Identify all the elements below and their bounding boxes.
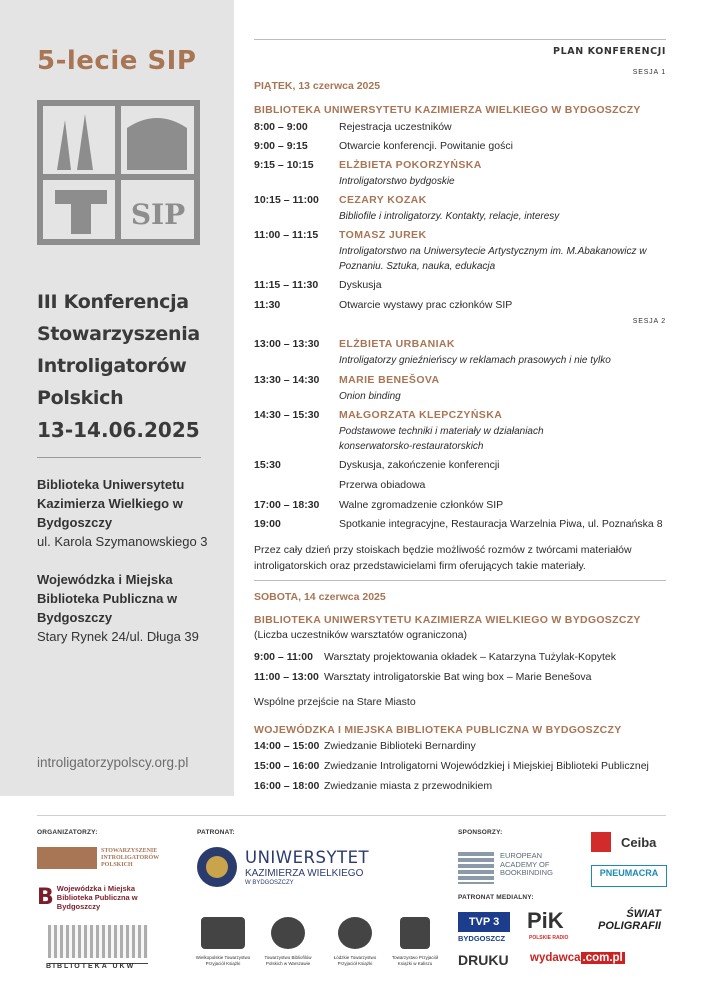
time: 11:00 – 11:15: [254, 229, 319, 241]
speaker-name: CEZARY KOZAK: [339, 194, 427, 206]
session-label: SESJA 2: [632, 318, 666, 325]
desc: Walne zgromadzenie członków SIP: [339, 499, 504, 511]
time: 9:00 – 9:15: [254, 140, 308, 152]
library-building-icon: [48, 925, 148, 958]
speaker-name: MAŁGORZATA KLEPCZYŃSKA: [339, 409, 503, 421]
time: 17:00 – 18:30: [254, 499, 320, 511]
time: 11:15 – 11:30: [254, 279, 319, 291]
desc: Otwarcie wystawy prac członków SIP: [339, 299, 513, 311]
patron-caption: Towarzystwo Przyjaciół Książki w Kaliszu: [391, 955, 439, 966]
patron-caption: Towarzystwo Bibliofilów Polskich w Warszawie: [264, 955, 312, 966]
swiat-poligrafii-logo: ŚWIAT POLIGRAFII: [598, 908, 661, 932]
desc: Otwarcie konferencji. Powitanie gości: [339, 140, 513, 152]
tpk-kalisz-logo-icon: [400, 917, 430, 949]
sip-mark-icon: [37, 847, 97, 869]
conference-dates: 13-14.06.2025: [37, 418, 200, 442]
eab-sponsor-logo: [458, 852, 588, 884]
day-heading: SOBOTA, 14 czerwca 2025: [254, 591, 386, 603]
desc: Rejestracja uczestników: [339, 121, 452, 133]
ceiba-square-icon: [591, 832, 611, 852]
time: 10:15 – 11:00: [254, 194, 319, 206]
desc: Zwiedzanie Introligatorni Wojewódzkiej i Miejskiej Biblioteki Publicznej: [324, 760, 649, 772]
anniversary-title: 5-lecie SIP: [37, 46, 197, 76]
sponsors-label: SPONSORZY:: [458, 829, 503, 836]
talk-title: Podstawowe techniki i materiały w działaniach konserwatorsko-restauratorskich: [339, 425, 544, 452]
talk-block: [339, 193, 669, 224]
druku-logo: DRUKU: [458, 952, 509, 968]
time: 13:00 – 13:30: [254, 338, 320, 350]
ukw-line3: W BYDGOSZCZY: [245, 880, 294, 886]
time: 13:30 – 14:30: [254, 374, 320, 386]
wimbp-name: Wojewódzka i Miejska Biblioteka Publiczna w Bydgoszczy: [56, 884, 138, 911]
desc: Warsztaty projektowania okładek – Katarzyna Tużylak-Kopytek: [324, 651, 616, 663]
eab-mark-icon: [458, 852, 494, 884]
speaker-name: ELŻBIETA URBANIAK: [339, 338, 455, 350]
desc: Przerwa obiadowa: [339, 479, 426, 491]
talk-block: [339, 337, 669, 368]
talk-block: [339, 408, 669, 455]
wimbp-logo: [37, 884, 152, 911]
patronage-label: PATRONAT:: [197, 829, 235, 836]
ukw-crest-icon: [197, 847, 237, 887]
ukw-line2: KAZIMIERZA WIELKIEGO: [245, 868, 364, 879]
walk-note: Wspólne przejście na Stare Miasto: [254, 696, 416, 708]
conference-title: III Konferencja Stowarzyszenia Introligatorów Polskich: [37, 291, 200, 409]
time: 8:00 – 9:00: [254, 121, 308, 133]
pneumacraft-logo: PNEUMACRA: [591, 865, 667, 887]
talk-block: [339, 228, 669, 275]
venue-note: (Liczba uczestników warsztatów ograniczona): [254, 629, 468, 641]
venue-wimbp-name: Wojewódzka i Miejska Biblioteka Publiczna w Bydgoszczy: [37, 572, 178, 625]
venue-ukw-name: Biblioteka Uniwersytetu Kazimierza Wielkiego w Bydgoszczy: [37, 477, 185, 530]
ceiba-name: Ceiba: [621, 834, 657, 850]
patron-logo: [325, 917, 385, 966]
patron-caption: Łódzkie Towarzystwo Przyjaciół Książki: [333, 955, 377, 966]
organizers-label: ORGANIZATORZY:: [37, 829, 98, 836]
time: 9:15 – 10:15: [254, 159, 314, 171]
pik-subtitle: POLSKIE RADIO: [529, 935, 569, 941]
wtpk-logo-icon: [201, 917, 245, 949]
ukw-line1: UNIWERSYTET: [245, 848, 370, 867]
talk-title: Introligatorzy gnieźnieńscy w reklamach prasowych i nie tylko: [339, 354, 611, 366]
day-heading: PIĄTEK, 13 czerwca 2025: [254, 80, 381, 92]
venue-ukw: [37, 475, 222, 551]
time: 14:30 – 15:30: [254, 409, 320, 421]
sip-org-logo: [37, 847, 175, 869]
venue-wimbp-address: Stary Rynek 24/ul. Długa 39: [37, 629, 199, 644]
divider: [254, 39, 666, 40]
talk-title: Introligatorstwo na Uniwersytecie Artystycznym im. M.Abakanowicz w Poznaniu. Sztuka, nauka, edukacja: [339, 245, 647, 272]
wydawca-logo: [530, 952, 625, 964]
eab-name: EUROPEAN ACADEMY OF BOOKBINDING: [500, 851, 553, 877]
time: 11:00 – 13:00: [254, 671, 319, 683]
patron-logo: [385, 917, 445, 966]
day-note: Przez cały dzień przy stoiskach będzie możliwość rozmów z twórcami materiałów introligatorskich oraz przedstawicielami firm oferujących takie materiały.: [254, 544, 632, 572]
wydawca-tld: .com.pl: [582, 952, 623, 964]
speaker-name: ELŻBIETA POKORZYŃSKA: [339, 159, 482, 171]
speaker-name: TOMASZ JUREK: [339, 229, 427, 241]
wydawca-name: wydawca: [530, 952, 581, 964]
tbp-logo-icon: [271, 917, 305, 949]
venue-heading: WOJEWÓDZKA I MIEJSKA BIBLIOTEKA PUBLICZNA W BYDGOSZCZY: [254, 724, 622, 736]
venue-ukw-address: ul. Karola Szymanowskiego 3: [37, 534, 208, 549]
time: 9:00 – 11:00: [254, 651, 313, 663]
desc: Zwiedzanie miasta z przewodnikiem: [324, 780, 493, 792]
venue-wimbp: [37, 570, 222, 646]
logo-text: SIP: [130, 198, 186, 231]
talk-title: Bibliofile i introligatorzy. Kontakty, relacje, interesy: [339, 210, 560, 222]
time: 16:00 – 18:00: [254, 780, 320, 792]
patron-caption: Wielkopolskie Towarzystwo Przyjaciół Książki: [195, 955, 251, 966]
time: 11:30: [254, 299, 281, 311]
wimbp-mark-icon: B: [37, 885, 54, 910]
ukw-library-logo: [48, 925, 148, 964]
talk-title: Introligatorstwo bydgoskie: [339, 175, 455, 187]
ukw-library-name: BIBLIOTEKA UKW: [46, 963, 136, 970]
patron-logo: [258, 917, 318, 966]
time: 14:00 – 15:00: [254, 740, 320, 752]
venue-heading: BIBLIOTEKA UNIWERSYTETU KAZIMIERZA WIELKIEGO W BYDGOSZCZY: [254, 614, 641, 626]
pik-logo: PiK: [527, 908, 564, 933]
divider: [254, 580, 666, 581]
desc: Zwiedzanie Biblioteki Bernardiny: [324, 740, 476, 752]
speaker-name: MARIE BENEŠOVA: [339, 374, 440, 386]
sip-logo: [37, 100, 200, 245]
tvp3-logo: TVP 3: [458, 912, 510, 932]
patron-logo: [193, 917, 253, 966]
media-patronage-label: PATRONAT MEDIALNY:: [458, 894, 534, 901]
time: 19:00: [254, 518, 281, 530]
ltpk-logo-icon: [338, 917, 372, 949]
desc: Dyskusja: [339, 279, 382, 291]
talk-block: [339, 373, 669, 404]
session-label: SESJA 1: [632, 69, 666, 76]
sip-org-name: STOWARZYSZENIE INTROLIGATORÓW POLSKICH: [101, 847, 160, 868]
ceiba-sponsor-logo: [591, 832, 656, 852]
desc: Spotkanie integracyjne, Restauracja Warzelnia Piwa, ul. Poznańska 8: [339, 518, 663, 530]
plan-heading: PLAN KONFERENCJI: [553, 46, 666, 57]
venue-heading: BIBLIOTEKA UNIWERSYTETU KAZIMIERZA WIELKIEGO W BYDGOSZCZY: [254, 104, 641, 116]
tvp3-city: BYDGOSZCZ: [458, 934, 506, 943]
talk-block: [339, 158, 669, 189]
desc: Warsztaty introligatorskie Bat wing box – Marie Benešova: [324, 671, 592, 683]
website-link[interactable]: introligatorzypolscy.org.pl: [37, 755, 189, 770]
divider: [37, 815, 666, 816]
time: 15:00 – 16:00: [254, 760, 320, 772]
talk-title: Onion binding: [339, 390, 401, 402]
desc: Dyskusja, zakończenie konferencji: [339, 459, 500, 471]
divider: [37, 457, 201, 458]
time: 15:30: [254, 459, 281, 471]
